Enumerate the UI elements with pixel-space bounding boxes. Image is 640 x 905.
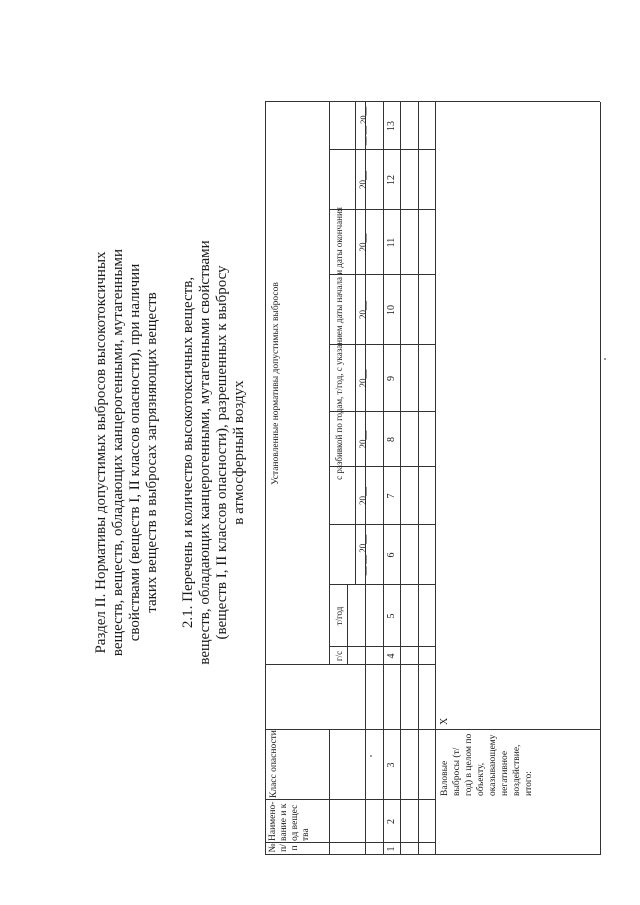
- column-number: 3: [386, 762, 397, 768]
- column-number: 13: [386, 121, 397, 131]
- year-label: __.__.20__: [358, 106, 368, 146]
- total-x-mark: X: [439, 717, 450, 725]
- table-rule: [347, 585, 348, 665]
- column-number: 4: [386, 653, 397, 659]
- section-title-line: свойствами (веществ I, II классов опасности), при наличии: [127, 263, 143, 642]
- column-number: 11: [386, 237, 397, 248]
- section-title-line: Раздел II. Нормативы допустимых выбросов высокотоксичных: [93, 251, 109, 654]
- header-established-norms: Установленные нормативы допустимых выбросов: [271, 282, 281, 485]
- table-rule: [400, 102, 401, 855]
- subsection-title-line: 2.1. Перечень и количество высокотоксичных веществ,: [180, 276, 196, 629]
- table-rule: [383, 102, 384, 855]
- table-border-left: [265, 854, 600, 855]
- scan-speck: [370, 755, 372, 757]
- table-rule: [418, 102, 419, 855]
- header-unit-ty: т/год: [334, 606, 344, 626]
- table-rule: [265, 799, 435, 800]
- scan-speck: [604, 358, 606, 360]
- total-emissions-label: Валовые выбросы (т/год) в целом по объекту, оказывающему негативное воздействие, итого:: [440, 733, 534, 796]
- section-title-line: таких веществ в выбросах загрязняющих веществ: [144, 292, 160, 613]
- year-label: 20__: [358, 369, 368, 388]
- table-rule: [329, 730, 330, 855]
- year-label: 20__: [358, 487, 368, 505]
- subsection-title-line: в атмосферный воздух: [231, 380, 247, 525]
- header-by-years: с разбивкой по годам, т/год, с указанием даты начала и даты окончания: [334, 207, 344, 480]
- table-rule: [265, 729, 600, 730]
- column-number: 7: [386, 493, 397, 499]
- column-number: 2: [386, 819, 397, 824]
- header-unit-gs: г/с: [334, 650, 344, 662]
- section-title-line: веществ, веществ, обладающих канцерогенными, мутагенными: [110, 248, 126, 657]
- table-rule: [329, 102, 330, 665]
- table-border-bottom: [600, 102, 601, 855]
- year-label: 20__: [358, 233, 368, 252]
- header-substance-name: Наимено-вание и код вещества: [268, 801, 311, 841]
- subsection-title: [180, 0, 248, 905]
- column-number: 9: [386, 376, 397, 381]
- year-label: __.__.20__: [358, 534, 368, 576]
- year-label: 20__: [358, 430, 368, 449]
- subsection-title-line: (веществ I, II классов опасности), разрешенных к выбросу: [214, 265, 230, 640]
- section-title: [93, 0, 161, 905]
- header-hazard-class: Класс опасности: [269, 730, 279, 798]
- column-number: 6: [386, 552, 397, 558]
- table-rule: [265, 664, 435, 665]
- year-label: 20__: [358, 171, 368, 189]
- column-number: 12: [386, 175, 397, 185]
- column-number: 1: [386, 846, 397, 852]
- column-number: 5: [386, 613, 397, 619]
- table-border-right: [265, 101, 600, 102]
- year-label: 20__: [358, 301, 368, 319]
- table-border-top: [265, 102, 266, 855]
- header-number: № п/п: [268, 843, 300, 853]
- column-number: 10: [386, 305, 397, 315]
- column-number: 8: [386, 437, 397, 442]
- table-rule: [435, 102, 436, 855]
- subsection-title-line: веществ, обладающих канцерогенными, мутагенными свойствами: [197, 240, 213, 665]
